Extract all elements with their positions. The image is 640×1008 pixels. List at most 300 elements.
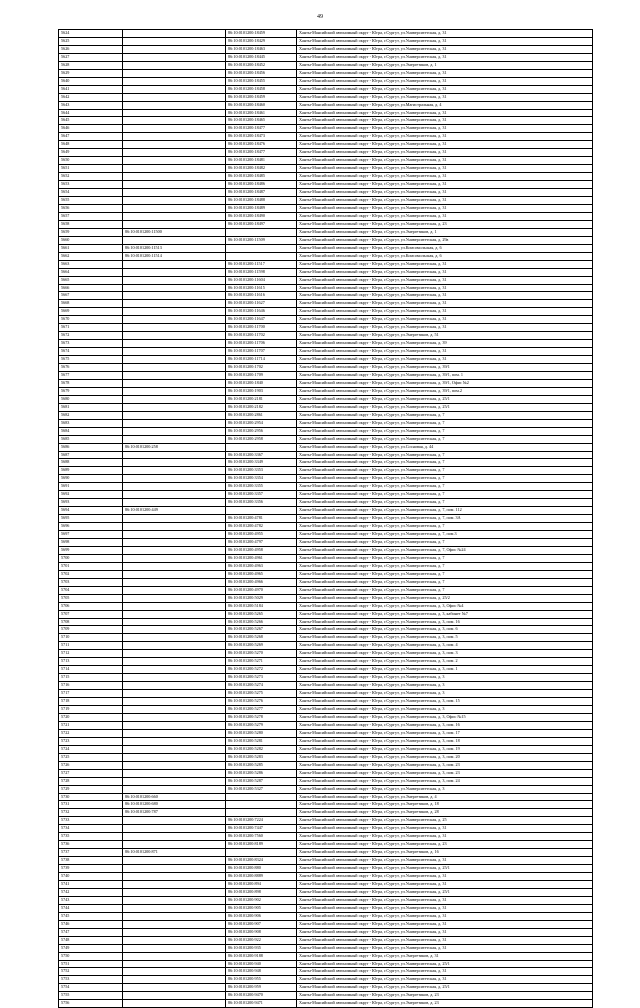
- address-cell: Ханты-Мансийский автономный округ - Югра, г.Сургут, ул.Университетская, д. 7: [297, 427, 593, 435]
- address-cell: Ханты-Мансийский автономный округ - Югра, г.Сургут, ул.Университетская, д. 3, пом. 17: [297, 729, 593, 737]
- old-cadastral-cell: [123, 729, 226, 737]
- row-number-cell: 5737: [59, 849, 123, 857]
- row-number-cell: 5671: [59, 324, 123, 332]
- address-cell: Ханты-Мансийский автономный округ - Югра, г.Сургут, ул.Университетская, д. 3, пом. 23: [297, 769, 593, 777]
- row-number-cell: 5754: [59, 984, 123, 992]
- address-cell: Ханты-Мансийский автономный округ - Югра, г.Сургут, ул.Университетская, д. 7: [297, 435, 593, 443]
- address-cell: Ханты-Мансийский автономный округ - Югра, г.Сургут, ул.Университетская, д. 7: [297, 459, 593, 467]
- table-row: [59, 197, 593, 205]
- address-cell: Ханты-Мансийский автономный округ - Югра, г.Сургут, ул.Университетская, д. 25/1: [297, 395, 593, 403]
- table-row: [59, 698, 593, 706]
- table-row: [59, 849, 593, 857]
- table-row: [59, 594, 593, 602]
- address-cell: Ханты-Мансийский автономный округ - Югра, г.Сургут, ул.Университетская, д. 31: [297, 324, 593, 332]
- cadastral-number-cell: 86:10:0101200:18452: [226, 61, 297, 69]
- address-cell: Ханты-Мансийский автономный округ - Югра, г.Сургут, ул.Университетская, д. 7: [297, 467, 593, 475]
- row-number-cell: 5722: [59, 729, 123, 737]
- cadastral-number-cell: 86:10:0101200:5273: [226, 674, 297, 682]
- table-row: [59, 570, 593, 578]
- address-cell: Ханты-Мансийский автономный округ - Югра, г.Сургут, ул.Университетская, д. 3: [297, 706, 593, 714]
- old-cadastral-cell: 86:10:0101200:871: [123, 849, 226, 857]
- row-number-cell: 5714: [59, 666, 123, 674]
- old-cadastral-cell: [123, 523, 226, 531]
- table-row: [59, 721, 593, 729]
- cadastral-number-cell: [226, 244, 297, 252]
- cadastral-number-cell: 86:10:0101200:5272: [226, 666, 297, 674]
- address-cell: Ханты-Мансийский автономный округ - Югра, г.Сургут, ул.Университетская, д. 31: [297, 125, 593, 133]
- table-row: [59, 1000, 593, 1008]
- address-cell: Ханты-Мансийский автономный округ - Югра, г.Сургут, ул.Университетская, д. 31: [297, 53, 593, 61]
- old-cadastral-cell: [123, 976, 226, 984]
- row-number-cell: 5687: [59, 451, 123, 459]
- row-number-cell: 5691: [59, 483, 123, 491]
- row-number-cell: 5694: [59, 507, 123, 515]
- cadastral-number-cell: 86:10:0101200:18486: [226, 181, 297, 189]
- table-row: [59, 149, 593, 157]
- old-cadastral-cell: [123, 944, 226, 952]
- address-cell: Ханты-Мансийский автономный округ - Югра, г.Сургут, ул.Университетская, д. 31: [297, 920, 593, 928]
- row-number-cell: 5661: [59, 244, 123, 252]
- old-cadastral-cell: 86:10:0101200:787: [123, 809, 226, 817]
- table-row: [59, 984, 593, 992]
- row-number-cell: 5690: [59, 475, 123, 483]
- cadastral-number-cell: 86:10:0101200:907: [226, 920, 297, 928]
- table-row: [59, 554, 593, 562]
- old-cadastral-cell: [123, 539, 226, 547]
- old-cadastral-cell: [123, 1000, 226, 1008]
- address-cell: Ханты-Мансийский автономный округ - Югра, г.Сургут, ул.Энергетиков, д. 18: [297, 801, 593, 809]
- table-row: [59, 204, 593, 212]
- row-number-cell: 5658: [59, 220, 123, 228]
- cadastral-number-cell: 86:10:0101200:7447: [226, 825, 297, 833]
- table-row: [59, 507, 593, 515]
- cadastral-number-cell: 86:10:0101200:3367: [226, 451, 297, 459]
- old-cadastral-cell: [123, 459, 226, 467]
- address-cell: Ханты-Мансийский автономный округ - Югра, г.Сургут, ул.Университетская, д. 3, пом. 5: [297, 634, 593, 642]
- cadastral-number-cell: 86:10:0101200:18460: [226, 101, 297, 109]
- cadastral-number-cell: [226, 793, 297, 801]
- table-row: [59, 387, 593, 395]
- cadastral-number-cell: [226, 809, 297, 817]
- address-cell: Ханты-Мансийский автономный округ - Югра, г.Сургут, ул.Университетская, д. 25/1: [297, 984, 593, 992]
- cadastral-number-cell: 86:10:0101200:11627: [226, 300, 297, 308]
- table-row: [59, 348, 593, 356]
- cadastral-number-cell: 86:10:0101200:5276: [226, 698, 297, 706]
- row-number-cell: 5717: [59, 690, 123, 698]
- table-row: [59, 125, 593, 133]
- old-cadastral-cell: [123, 658, 226, 666]
- cadastral-number-cell: 86:10:0101200:18477: [226, 125, 297, 133]
- cadastral-number-cell: 86:10:0101200:905: [226, 904, 297, 912]
- address-cell: Ханты-Мансийский автономный округ - Югра, г.Сургут, ул.Университетская, д. 31: [297, 904, 593, 912]
- cadastral-number-cell: 86:10:0101200:4970: [226, 586, 297, 594]
- cadastral-number-cell: 86:10:0101200:4965: [226, 570, 297, 578]
- table-row: [59, 332, 593, 340]
- row-number-cell: 5725: [59, 753, 123, 761]
- row-number-cell: 5743: [59, 896, 123, 904]
- row-number-cell: 5686: [59, 443, 123, 451]
- table-row: [59, 706, 593, 714]
- cadastral-number-cell: 86:10:0101200:18497: [226, 220, 297, 228]
- row-number-cell: 5732: [59, 809, 123, 817]
- old-cadastral-cell: [123, 570, 226, 578]
- table-row: [59, 356, 593, 364]
- cadastral-number-cell: 86:10:0101200:18458: [226, 85, 297, 93]
- cadastral-number-cell: 86:10:0101200:18459: [226, 93, 297, 101]
- address-cell: Ханты-Мансийский автономный округ - Югра, г.Сургут, ул.Университетская, д. 39/1, пом.2: [297, 387, 593, 395]
- old-cadastral-cell: [123, 785, 226, 793]
- address-cell: Ханты-Мансийский автономный округ - Югра, г.Сургут, ул.Университетская, д. 3: [297, 674, 593, 682]
- row-number-cell: 5740: [59, 873, 123, 881]
- row-number-cell: 5646: [59, 125, 123, 133]
- row-number-cell: 5688: [59, 459, 123, 467]
- table-row: [59, 45, 593, 53]
- cadastral-number-cell: 86:10:0101200:3349: [226, 459, 297, 467]
- row-number-cell: 5750: [59, 952, 123, 960]
- address-cell: Ханты-Мансийский автономный округ - Югра, г.Сургут, ул.Университетская, д. 31: [297, 873, 593, 881]
- row-number-cell: 5708: [59, 618, 123, 626]
- cadastral-number-cell: 86:10:0101200:5265: [226, 610, 297, 618]
- cadastral-number-cell: 86:10:0101200:5275: [226, 690, 297, 698]
- table-row: [59, 539, 593, 547]
- cadastral-number-cell: 86:10:0101200:5267: [226, 626, 297, 634]
- old-cadastral-cell: [123, 491, 226, 499]
- old-cadastral-cell: [123, 666, 226, 674]
- table-row: [59, 69, 593, 77]
- cadastral-number-cell: [226, 252, 297, 260]
- address-cell: Ханты-Мансийский автономный округ - Югра, г.Сургут, ул.Университетская, д. 31: [297, 141, 593, 149]
- row-number-cell: 5684: [59, 427, 123, 435]
- row-number-cell: 5752: [59, 968, 123, 976]
- address-cell: Ханты-Мансийский автономный округ - Югра, г.Сургут, ул.Университетская, д. 7: [297, 539, 593, 547]
- row-number-cell: 5663: [59, 260, 123, 268]
- cadastral-number-cell: 86:10:0101200:4797: [226, 539, 297, 547]
- cadastral-number-cell: 86:10:0101200:11647: [226, 316, 297, 324]
- table-row: [59, 531, 593, 539]
- old-cadastral-cell: [123, 451, 226, 459]
- address-cell: Ханты-Мансийский автономный округ - Югра, г.Сургут, ул.Университетская, д. 7, пом.3: [297, 531, 593, 539]
- old-cadastral-cell: [123, 149, 226, 157]
- row-number-cell: 5665: [59, 276, 123, 284]
- old-cadastral-cell: [123, 769, 226, 777]
- cadastral-number-cell: 86:10:0101200:18461: [226, 109, 297, 117]
- row-number-cell: 5715: [59, 674, 123, 682]
- cadastral-number-cell: [226, 849, 297, 857]
- address-cell: Ханты-Мансийский автономный округ - Югра, г.Сургут, ул.Университетская, д. 3, пом. 3: [297, 650, 593, 658]
- address-cell: Ханты-Мансийский автономный округ - Югра, г.Сургут, ул.Университетская, д. 39/1, пом. 1: [297, 371, 593, 379]
- cadastral-number-cell: 86:10:0101200:894: [226, 880, 297, 888]
- address-cell: Ханты-Мансийский автономный округ - Югра, г.Сургут, ул.Университетская, д. 31: [297, 197, 593, 205]
- address-cell: Ханты-Мансийский автономный округ - Югра, г.Сургут, ул.Энергетиков, д. 1: [297, 61, 593, 69]
- address-cell: Ханты-Мансийский автономный округ - Югра, г.Сургут, ул.Университетская, д. 31: [297, 308, 593, 316]
- row-number-cell: 5730: [59, 793, 123, 801]
- cadastral-number-cell: 86:10:0101200:1903: [226, 387, 297, 395]
- cadastral-number-cell: 86:10:0101200:4966: [226, 578, 297, 586]
- cadastral-number-cell: 86:10:0101200:948: [226, 968, 297, 976]
- row-number-cell: 5666: [59, 284, 123, 292]
- row-number-cell: 5727: [59, 769, 123, 777]
- address-cell: Ханты-Мансийский автономный округ - Югра, г.Сургут, ул.Университетская, д. 25: [297, 817, 593, 825]
- cadastral-number-cell: 86:10:0101200:9188: [226, 952, 297, 960]
- cadastral-number-cell: 86:10:0101200:5266: [226, 618, 297, 626]
- old-cadastral-cell: [123, 419, 226, 427]
- table-row: [59, 300, 593, 308]
- row-number-cell: 5653: [59, 181, 123, 189]
- table-row: [59, 268, 593, 276]
- cadastral-number-cell: 86:10:0101200:5268: [226, 634, 297, 642]
- table-row: [59, 737, 593, 745]
- address-cell: Ханты-Мансийский автономный округ - Югра, г.Сургут, ул.Университетская, д. 31: [297, 204, 593, 212]
- old-cadastral-cell: [123, 698, 226, 706]
- old-cadastral-cell: [123, 197, 226, 205]
- address-cell: Ханты-Мансийский автономный округ - Югра, г.Сургут, ул.Университетская, д. 7: [297, 554, 593, 562]
- table-row: [59, 260, 593, 268]
- old-cadastral-cell: [123, 594, 226, 602]
- cadastral-number-cell: 86:10:0101200:4963: [226, 562, 297, 570]
- old-cadastral-cell: [123, 379, 226, 387]
- old-cadastral-cell: [123, 324, 226, 332]
- row-number-cell: 5683: [59, 419, 123, 427]
- table-row: [59, 77, 593, 85]
- cadastral-number-cell: 86:10:0101200:5282: [226, 745, 297, 753]
- row-number-cell: 5676: [59, 364, 123, 372]
- row-number-cell: 5705: [59, 594, 123, 602]
- table-row: [59, 395, 593, 403]
- old-cadastral-cell: [123, 761, 226, 769]
- row-number-cell: 5625: [59, 37, 123, 45]
- address-cell: Ханты-Мансийский автономный округ - Югра, г.Сургут, ул.Сосновая, д. 44: [297, 443, 593, 451]
- address-cell: Ханты-Мансийский автономный округ - Югра, г.Сургут, ул.Университетская, д. 3, пом. 19: [297, 745, 593, 753]
- row-number-cell: 5709: [59, 626, 123, 634]
- table-row: [59, 769, 593, 777]
- table-row: [59, 944, 593, 952]
- table-row: [59, 133, 593, 141]
- address-cell: Ханты-Мансийский автономный округ - Югра, г.Сургут, ул.Университетская, д. 3, пом. 16: [297, 618, 593, 626]
- cadastral-number-cell: 86:10:0101200:5281: [226, 737, 297, 745]
- address-cell: Ханты-Мансийский автономный округ - Югра, г.Сургут, ул.Университетская, д. 31: [297, 173, 593, 181]
- old-cadastral-cell: [123, 713, 226, 721]
- address-cell: Ханты-Мансийский автономный округ - Югра, г.Сургут, ул.Университетская, д. 7, пом. 112: [297, 507, 593, 515]
- address-cell: Ханты-Мансийский автономный округ - Югра, г.Сургут, ул.Университетская, д. 23: [297, 220, 593, 228]
- table-row: [59, 713, 593, 721]
- cadastral-number-cell: 86:10:0101200:908: [226, 928, 297, 936]
- table-row: [59, 960, 593, 968]
- address-cell: Ханты-Мансийский автономный округ - Югра, г.Сургут, ул.Университетская, д. 7: [297, 475, 593, 483]
- row-number-cell: 5640: [59, 77, 123, 85]
- address-cell: Ханты-Мансийский автономный округ - Югра, г.Сургут, ул.Университетская, д. 31: [297, 936, 593, 944]
- table-row: [59, 992, 593, 1000]
- old-cadastral-cell: [123, 952, 226, 960]
- table-row: [59, 729, 593, 737]
- address-cell: Ханты-Мансийский автономный округ - Югра, г.Сургут, ул.Университетская, д. 31: [297, 825, 593, 833]
- old-cadastral-cell: [123, 928, 226, 936]
- table-row: [59, 165, 593, 173]
- table-row: [59, 189, 593, 197]
- old-cadastral-cell: [123, 984, 226, 992]
- address-cell: Ханты-Мансийский автономный округ - Югра, г.Сургут, ул.Университетская, д. 31: [297, 212, 593, 220]
- cadastral-number-cell: 86:10:0101200:902: [226, 896, 297, 904]
- cadastral-number-cell: 86:10:0101200:1709: [226, 371, 297, 379]
- cadastral-number-cell: 86:10:0101200:18485: [226, 173, 297, 181]
- table-row: [59, 443, 593, 451]
- address-cell: Ханты-Мансийский автономный округ - Югра, г.Сургут, ул.Университетская, д. 31: [297, 356, 593, 364]
- address-cell: Ханты-Мансийский автономный округ - Югра, г.Сургут, ул.Университетская, д. 7: [297, 586, 593, 594]
- old-cadastral-cell: [123, 30, 226, 38]
- address-cell: Ханты-Мансийский автономный округ - Югра, г.Сургут, ул.Магистральная, д. 4: [297, 101, 593, 109]
- old-cadastral-cell: [123, 53, 226, 61]
- address-cell: Ханты-Мансийский автономный округ - Югра, г.Сургут, ул.Университетская, д. 25/2: [297, 594, 593, 602]
- table-row: [59, 244, 593, 252]
- old-cadastral-cell: [123, 109, 226, 117]
- old-cadastral-cell: [123, 292, 226, 300]
- cadastral-number-cell: 86:10:0101200:18490: [226, 212, 297, 220]
- old-cadastral-cell: 86:10:0101200:660: [123, 793, 226, 801]
- row-number-cell: 5655: [59, 197, 123, 205]
- address-cell: Ханты-Мансийский автономный округ - Югра, г.Сургут, ул.Энергетиков, д. 4: [297, 793, 593, 801]
- table-row: [59, 85, 593, 93]
- cadastral-number-cell: 86:10:0101200:11707: [226, 348, 297, 356]
- cadastral-number-cell: 86:10:0101200:5269: [226, 642, 297, 650]
- row-number-cell: 5733: [59, 817, 123, 825]
- address-cell: Ханты-Мансийский автономный округ - Югра, г.Сургут, ул.Университетская, д. 31: [297, 944, 593, 952]
- table-row: [59, 745, 593, 753]
- cadastral-number-cell: 86:10:0101200:18477: [226, 149, 297, 157]
- row-number-cell: 5668: [59, 300, 123, 308]
- cadastral-number-cell: [226, 801, 297, 809]
- old-cadastral-cell: [123, 45, 226, 53]
- address-cell: Ханты-Мансийский автономный округ - Югра, г.Сургут, ул.Университетская, д. 31: [297, 260, 593, 268]
- row-number-cell: 5721: [59, 721, 123, 729]
- address-cell: Ханты-Мансийский автономный округ - Югра, г.Сургут, ул.Университетская, д. 25/1: [297, 960, 593, 968]
- address-cell: Ханты-Мансийский автономный округ - Югра, г.Сургут, ул.Энергетиков, д. 23: [297, 1000, 593, 1008]
- cadastral-number-cell: 86:10:0101200:11646: [226, 308, 297, 316]
- address-cell: Ханты-Мансийский автономный округ - Югра, г.Сургут, ул.Университетская, д. 7: [297, 483, 593, 491]
- row-number-cell: 5712: [59, 650, 123, 658]
- row-number-cell: 5711: [59, 642, 123, 650]
- cadastral-number-cell: 86:10:0101200:18488: [226, 197, 297, 205]
- table-row: [59, 873, 593, 881]
- address-cell: Ханты-Мансийский автономный округ - Югра, г.Сургут, ул.Университетская, д. 3, Офис №4: [297, 602, 593, 610]
- address-cell: Ханты-Мансийский автономный округ - Югра, г.Сургут, ул.Университетская, д. 3: [297, 690, 593, 698]
- old-cadastral-cell: [123, 706, 226, 714]
- row-number-cell: 5660: [59, 236, 123, 244]
- table-row: [59, 809, 593, 817]
- row-number-cell: 5678: [59, 379, 123, 387]
- address-cell: Ханты-Мансийский автономный округ - Югра, г.Сургут, ул.Университетская, д. 31: [297, 77, 593, 85]
- table-row: [59, 578, 593, 586]
- address-cell: Ханты-Мансийский автономный округ - Югра, г.Сургут, ул.Энергетиков, д. 1: [297, 228, 593, 236]
- row-number-cell: 5673: [59, 340, 123, 348]
- cadastral-number-cell: 86:10:0101200:3357: [226, 491, 297, 499]
- address-cell: Ханты-Мансийский автономный округ - Югра, г.Сургут, ул.Университетская, д. 3, Офис №15: [297, 713, 593, 721]
- address-cell: Ханты-Мансийский автономный округ - Югра, г.Сургут, ул.Университетская, д. 31: [297, 189, 593, 197]
- row-number-cell: 5664: [59, 268, 123, 276]
- old-cadastral-cell: [123, 888, 226, 896]
- old-cadastral-cell: [123, 371, 226, 379]
- row-number-cell: 5742: [59, 888, 123, 896]
- cadastral-number-cell: 86:10:0101200:955: [226, 976, 297, 984]
- old-cadastral-cell: [123, 332, 226, 340]
- address-cell: Ханты-Мансийский автономный округ - Югра, г.Сургут, ул.Университетская, д. 7: [297, 451, 593, 459]
- address-cell: Ханты-Мансийский автономный округ - Югра, г.Сургут, ул.Университетская, д. 7, Офис №24: [297, 546, 593, 554]
- old-cadastral-cell: [123, 69, 226, 77]
- cadastral-number-cell: 86:10:0101200:5271: [226, 658, 297, 666]
- old-cadastral-cell: [123, 682, 226, 690]
- address-cell: Ханты-Мансийский автономный округ - Югра, г.Сургут, ул.Комсомольская, д. 6: [297, 252, 593, 260]
- table-row: [59, 173, 593, 181]
- table-row: [59, 523, 593, 531]
- table-row: [59, 284, 593, 292]
- cadastral-number-cell: 86:10:0101200:4781: [226, 515, 297, 523]
- row-number-cell: 5723: [59, 737, 123, 745]
- old-cadastral-cell: [123, 173, 226, 181]
- address-cell: Ханты-Мансийский автономный округ - Югра, г.Сургут, ул.Университетская, д. 39/1: [297, 364, 593, 372]
- row-number-cell: 5656: [59, 204, 123, 212]
- cadastral-number-cell: 86:10:0101200:18482: [226, 165, 297, 173]
- cadastral-number-cell: 86:10:0101200:940: [226, 960, 297, 968]
- cadastral-number-cell: 86:10:0101200:5286: [226, 769, 297, 777]
- table-row: [59, 364, 593, 372]
- row-number-cell: 5731: [59, 801, 123, 809]
- row-number-cell: 5738: [59, 857, 123, 865]
- table-row: [59, 308, 593, 316]
- address-cell: Ханты-Мансийский автономный округ - Югра, г.Сургут, ул.Университетская, д. 31: [297, 37, 593, 45]
- row-number-cell: 5724: [59, 745, 123, 753]
- old-cadastral-cell: [123, 626, 226, 634]
- cadastral-number-cell: 86:10:0101200:4782: [226, 523, 297, 531]
- row-number-cell: 5729: [59, 785, 123, 793]
- row-number-cell: 5642: [59, 93, 123, 101]
- row-number-cell: 5659: [59, 228, 123, 236]
- cadastral-number-cell: 86:10:0101200:11702: [226, 332, 297, 340]
- old-cadastral-cell: [123, 483, 226, 491]
- page-number: 49: [317, 14, 323, 20]
- cadastral-number-cell: 86:10:0101200:1840: [226, 379, 297, 387]
- row-number-cell: 5680: [59, 395, 123, 403]
- old-cadastral-cell: [123, 189, 226, 197]
- row-number-cell: 5736: [59, 841, 123, 849]
- address-cell: Ханты-Мансийский автономный округ - Югра, г.Сургут, ул.Университетская, д. 3, пом. 18: [297, 737, 593, 745]
- cadastral-number-cell: 86:10:0101200:922: [226, 936, 297, 944]
- cadastral-number-cell: 86:10:0101200:5280: [226, 729, 297, 737]
- row-number-cell: 5719: [59, 706, 123, 714]
- address-cell: Ханты-Мансийский автономный округ - Югра, г.Сургут, ул.Университетская, д. 3: [297, 785, 593, 793]
- row-number-cell: 5675: [59, 356, 123, 364]
- cadastral-number-cell: 86:10:0101200:11598: [226, 268, 297, 276]
- table-row: [59, 658, 593, 666]
- address-cell: Ханты-Мансийский автономный округ - Югра, г.Сургут, ул.Университетская, д. 7: [297, 499, 593, 507]
- old-cadastral-cell: [123, 634, 226, 642]
- table-row: [59, 936, 593, 944]
- table-row: [59, 666, 593, 674]
- cadastral-number-cell: 86:10:0101200:18429: [226, 37, 297, 45]
- address-cell: Ханты-Мансийский автономный округ - Югра, г.Сургут, ул.Университетская, д. 25/1: [297, 888, 593, 896]
- table-row: [59, 491, 593, 499]
- old-cadastral-cell: [123, 85, 226, 93]
- old-cadastral-cell: [123, 181, 226, 189]
- cadastral-number-cell: 86:10:0101200:3355: [226, 483, 297, 491]
- table-row: [59, 252, 593, 260]
- table-row: [59, 626, 593, 634]
- table-row: [59, 61, 593, 69]
- old-cadastral-cell: [123, 37, 226, 45]
- cadastral-number-cell: 86:10:0101200:5270: [226, 650, 297, 658]
- old-cadastral-cell: [123, 992, 226, 1000]
- cadastral-number-cell: 86:10:0101200:5278: [226, 713, 297, 721]
- old-cadastral-cell: [123, 356, 226, 364]
- row-number-cell: 5699: [59, 546, 123, 554]
- address-cell: Ханты-Мансийский автономный округ - Югра, г.Сургут, ул.Университетская, д. 29а: [297, 236, 593, 244]
